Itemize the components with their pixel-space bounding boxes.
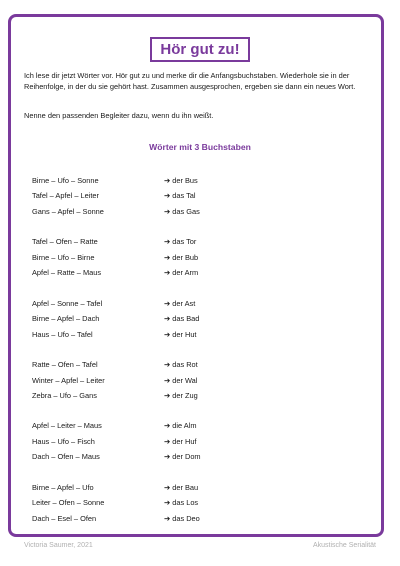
- list-item: [0, 329, 400, 341]
- list-item: [0, 482, 400, 494]
- list-item: [0, 359, 400, 371]
- word-sequence: Winter – Apfel – Leiter: [32, 376, 105, 385]
- answer-word: ➔ das Deo: [164, 514, 200, 523]
- list-item: [0, 175, 400, 187]
- instruction-note: Nenne den passenden Begleiter dazu, wenn du ihn weißt.: [24, 111, 214, 120]
- word-sequence: Apfel – Leiter – Maus: [32, 421, 102, 430]
- list-item: [0, 390, 400, 402]
- answer-word: ➔ der Bub: [164, 253, 199, 262]
- list-item: [0, 497, 400, 509]
- instruction-paragraph: Ich lese dir jetzt Wörter vor. Hör gut zu und merke dir die Anfangsbuchstaben. Wiederhole sie in der Reihenfolge, in der du sie gehört hast. Zusammen ausgesprochen, ergeben sie dann ein neues Wort.: [24, 71, 356, 91]
- answer-word: ➔ der Bau: [164, 483, 199, 492]
- word-sequence: Ratte – Ofen – Tafel: [32, 360, 98, 369]
- list-item: [0, 420, 400, 432]
- answer-word: ➔ das Tor: [164, 237, 197, 246]
- word-sequence: Birne – Ufo – Sonne: [32, 176, 99, 185]
- word-sequence: Haus – Ufo – Tafel: [32, 330, 93, 339]
- answer-word: ➔ der Huf: [164, 437, 197, 446]
- answer-word: ➔ der Wal: [164, 376, 198, 385]
- word-sequence: Tafel – Ofen – Ratte: [32, 237, 98, 246]
- word-sequence: Apfel – Sonne – Tafel: [32, 299, 103, 308]
- answer-word: ➔ das Tal: [164, 191, 196, 200]
- word-sequence: Birne – Ufo – Birne: [32, 253, 95, 262]
- footer-topic: Akustische Serialität: [312, 542, 376, 549]
- answer-word: ➔ das Bad: [164, 314, 200, 323]
- list-item: [0, 267, 400, 279]
- word-sequence: Tafel – Apfel – Leiter: [32, 191, 99, 200]
- list-item: [0, 252, 400, 264]
- list-item: [0, 313, 400, 325]
- section-title: Wörter mit 3 Buchstaben: [149, 142, 251, 152]
- answer-word: ➔ der Bus: [164, 176, 198, 185]
- answer-word: ➔ der Ast: [164, 299, 196, 308]
- word-sequence: Gans – Apfel – Sonne: [32, 207, 104, 216]
- answer-word: ➔ der Arm: [164, 268, 199, 277]
- word-sequence: Birne – Apfel – Ufo: [32, 483, 94, 492]
- answer-word: ➔ der Zug: [164, 391, 198, 400]
- list-item: [0, 513, 400, 525]
- word-sequence: Dach – Esel – Ofen: [32, 514, 97, 523]
- answer-word: ➔ das Rot: [164, 360, 198, 369]
- list-item: [0, 190, 400, 202]
- word-sequence: Birne – Apfel – Dach: [32, 314, 100, 323]
- word-sequence: Leiter – Ofen – Sonne: [32, 498, 105, 507]
- word-sequence: Dach – Ofen – Maus: [32, 452, 100, 461]
- list-item: [0, 236, 400, 248]
- list-item: [0, 375, 400, 387]
- list-item: [0, 436, 400, 448]
- answer-word: ➔ die Alm: [164, 421, 197, 430]
- answer-word: ➔ der Dom: [164, 452, 201, 461]
- list-item: [0, 206, 400, 218]
- list-item: [0, 298, 400, 310]
- list-item: [0, 451, 400, 463]
- answer-word: ➔ der Hut: [164, 330, 197, 339]
- word-sequence: Haus – Ufo – Fisch: [32, 437, 95, 446]
- word-sequence: Zebra – Ufo – Gans: [32, 391, 97, 400]
- page-title: Hör gut zu!: [160, 41, 240, 58]
- footer-author: Victoria Saumer, 2021: [24, 542, 93, 549]
- word-sequence: Apfel – Ratte – Maus: [32, 268, 102, 277]
- answer-word: ➔ das Los: [164, 498, 199, 507]
- answer-word: ➔ das Gas: [164, 207, 200, 216]
